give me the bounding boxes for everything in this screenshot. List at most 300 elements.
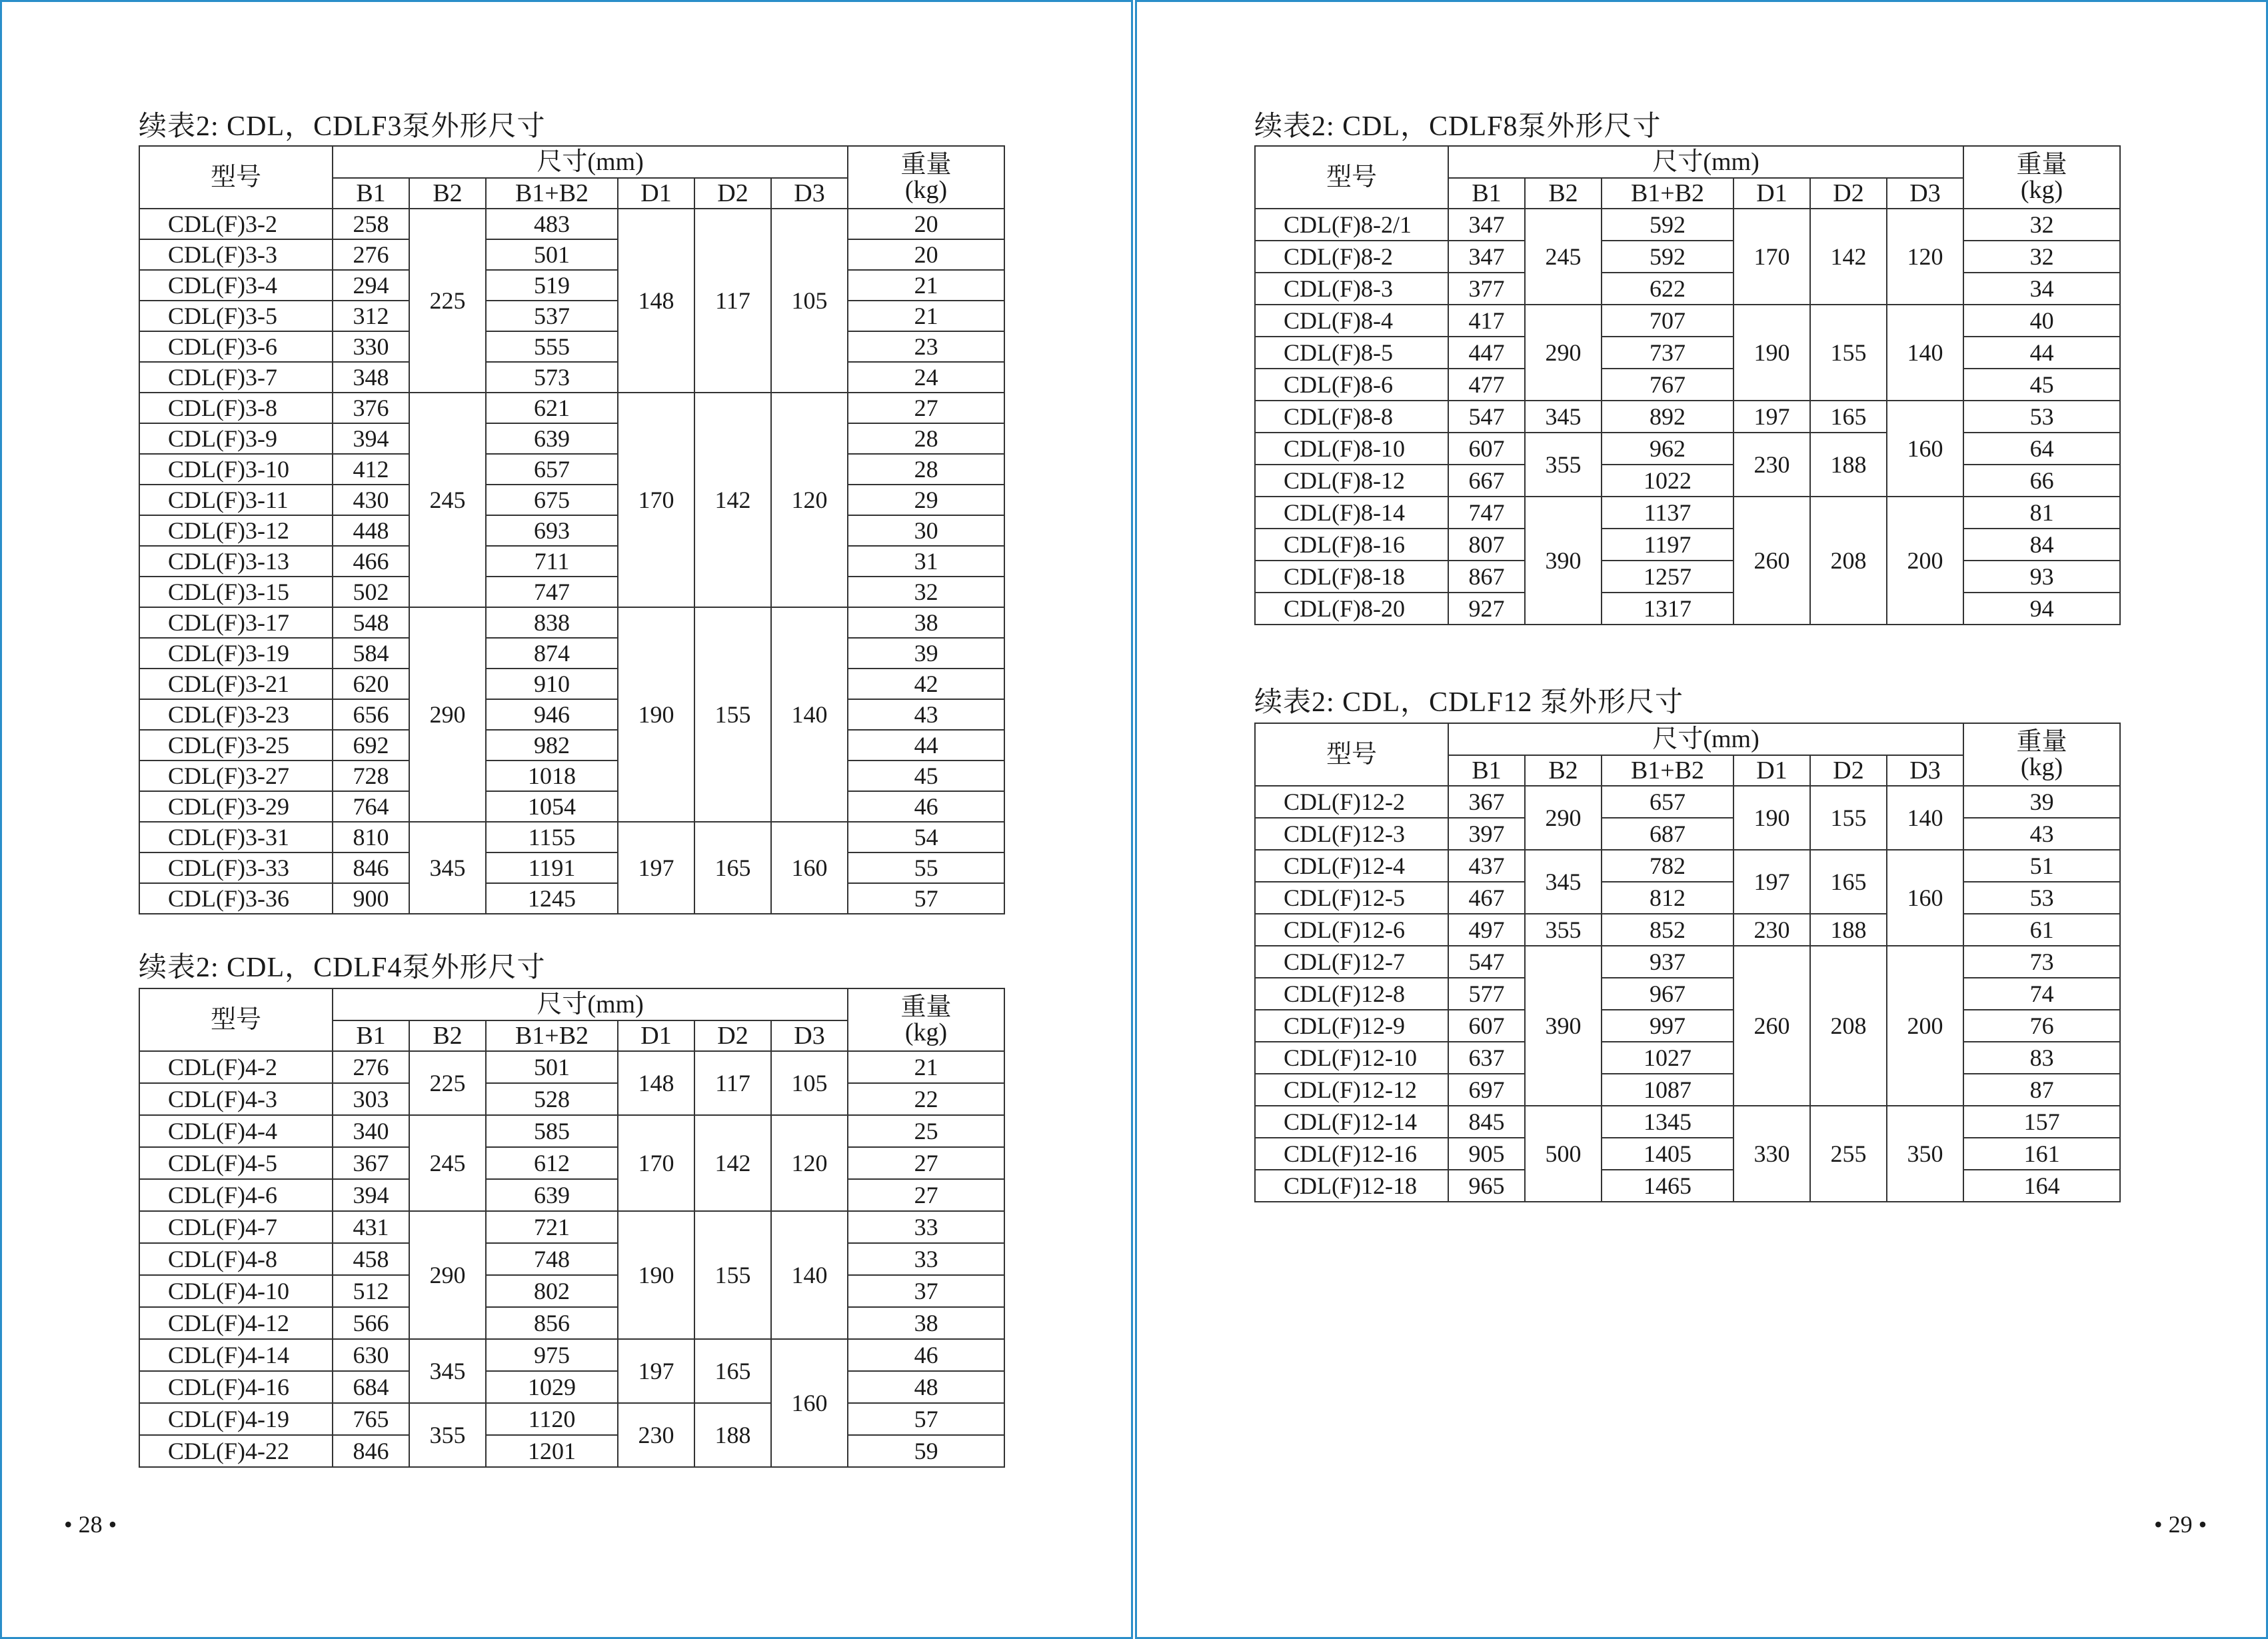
b1-cell: 347 (1448, 241, 1525, 273)
b1-cell: 584 (333, 638, 409, 669)
header-b1b2: B1+B2 (1602, 178, 1733, 209)
d2-cell: 165 (694, 1339, 771, 1403)
model-cell: CDL(F)8-20 (1255, 593, 1448, 625)
d1-cell: 170 (618, 393, 694, 607)
model-cell: CDL(F)3-21 (139, 669, 333, 699)
b1-cell: 965 (1448, 1170, 1525, 1202)
header-d2: D2 (1810, 755, 1887, 786)
weight-cell: 51 (1963, 850, 2120, 882)
b1-cell: 607 (1448, 1010, 1525, 1042)
b1-cell: 466 (333, 546, 409, 577)
b1-cell: 845 (1448, 1106, 1525, 1138)
model-cell: CDL(F)3-12 (139, 515, 333, 546)
b2-cell: 355 (1525, 914, 1602, 946)
table-row (139, 485, 1004, 515)
b1b2-cell: 1191 (486, 852, 618, 883)
b1b2-cell: 838 (486, 607, 618, 638)
b1-cell: 577 (1448, 978, 1525, 1010)
d3-cell: 120 (771, 393, 848, 607)
header-d1: D1 (618, 1020, 694, 1051)
d2-cell: 208 (1810, 497, 1887, 625)
b1-cell: 502 (333, 577, 409, 607)
weight-cell: 28 (848, 423, 1004, 454)
b1-cell: 765 (333, 1403, 409, 1435)
model-cell: CDL(F)3-4 (139, 270, 333, 301)
header-weight (1963, 146, 2120, 209)
d2-cell: 155 (1810, 786, 1887, 850)
b1b2-cell: 528 (486, 1083, 618, 1115)
model-cell: CDL(F)12-5 (1255, 882, 1448, 914)
weight-cell: 45 (1963, 369, 2120, 401)
weight-cell: 21 (848, 270, 1004, 301)
d2-cell: 155 (694, 607, 771, 822)
weight-cell: 27 (848, 1179, 1004, 1211)
b1b2-cell: 657 (486, 454, 618, 485)
b1b2-cell: 621 (486, 393, 618, 423)
d2-cell: 142 (694, 1115, 771, 1211)
header-b1: B1 (1448, 178, 1525, 209)
weight-cell: 45 (848, 761, 1004, 791)
header-model: 型号 (1255, 723, 1448, 786)
weight-cell: 55 (848, 852, 1004, 883)
b1-cell: 547 (1448, 401, 1525, 433)
weight-cell: 40 (1963, 305, 2120, 337)
header-weight-label: 重量 (900, 151, 952, 179)
d1-cell: 197 (1733, 850, 1810, 914)
model-cell: CDL(F)3-7 (139, 362, 333, 393)
weight-cell: 44 (1963, 337, 2120, 369)
model-cell: CDL(F)8-16 (1255, 529, 1448, 561)
b1-cell: 607 (1448, 433, 1525, 465)
b1-cell: 447 (1448, 337, 1525, 369)
b1-cell: 330 (333, 331, 409, 362)
header-weight (848, 146, 1004, 209)
model-cell: CDL(F)3-13 (139, 546, 333, 577)
b1b2-cell: 622 (1602, 273, 1733, 305)
table-row (139, 239, 1004, 270)
table-row (139, 1051, 1004, 1083)
header-b2: B2 (409, 178, 486, 209)
header-weight (848, 988, 1004, 1051)
d1-cell: 197 (618, 822, 694, 914)
weight-cell: 94 (1963, 593, 2120, 625)
b2-cell: 500 (1525, 1106, 1602, 1202)
model-cell: CDL(F)3-25 (139, 730, 333, 761)
weight-cell: 74 (1963, 978, 2120, 1010)
b2-cell: 245 (409, 1115, 486, 1211)
model-cell: CDL(F)3-33 (139, 852, 333, 883)
model-cell: CDL(F)3-29 (139, 791, 333, 822)
b1b2-cell: 962 (1602, 433, 1733, 465)
b1-cell: 448 (333, 515, 409, 546)
header-b1: B1 (333, 178, 409, 209)
model-cell: CDL(F)3-2 (139, 209, 333, 239)
b1b2-cell: 1155 (486, 822, 618, 852)
b1b2-cell: 997 (1602, 1010, 1733, 1042)
b1b2-cell: 501 (486, 239, 618, 270)
model-cell: CDL(F)12-6 (1255, 914, 1448, 946)
weight-cell: 29 (848, 485, 1004, 515)
weight-cell: 43 (1963, 818, 2120, 850)
weight-cell: 25 (848, 1115, 1004, 1147)
d3-cell: 140 (1887, 305, 1963, 401)
table-row (139, 730, 1004, 761)
header-d1: D1 (1733, 178, 1810, 209)
table-row (1255, 786, 2120, 818)
table-row (1255, 433, 2120, 465)
weight-cell: 39 (848, 638, 1004, 669)
b1b2-cell: 675 (486, 485, 618, 515)
weight-cell: 32 (1963, 209, 2120, 241)
table-title-f8: 续表2: CDL，CDLF8泵外形尺寸 (1254, 111, 1662, 142)
model-cell: CDL(F)4-16 (139, 1371, 333, 1403)
header-size: 尺寸(mm) (1448, 723, 1963, 755)
b1b2-cell: 852 (1602, 914, 1733, 946)
table-title-f4: 续表2: CDL，CDLF4泵外形尺寸 (139, 952, 546, 983)
table-row (1255, 561, 2120, 593)
weight-cell: 24 (848, 362, 1004, 393)
b1-cell: 905 (1448, 1138, 1525, 1170)
table-row (139, 1115, 1004, 1147)
header-d3: D3 (771, 1020, 848, 1051)
model-cell: CDL(F)3-8 (139, 393, 333, 423)
table-row (139, 1083, 1004, 1115)
b1b2-cell: 1137 (1602, 497, 1733, 529)
table-row (1255, 369, 2120, 401)
weight-cell: 59 (848, 1435, 1004, 1467)
weight-cell: 93 (1963, 561, 2120, 593)
b1b2-cell: 1405 (1602, 1138, 1733, 1170)
weight-cell: 157 (1963, 1106, 2120, 1138)
model-cell: CDL(F)8-3 (1255, 273, 1448, 305)
b1-cell: 764 (333, 791, 409, 822)
b1-cell: 412 (333, 454, 409, 485)
table-row (139, 209, 1004, 239)
b1-cell: 431 (333, 1211, 409, 1243)
b1b2-cell: 1197 (1602, 529, 1733, 561)
d1-cell: 190 (1733, 786, 1810, 850)
weight-cell: 76 (1963, 1010, 2120, 1042)
table-row (139, 1307, 1004, 1339)
weight-cell: 20 (848, 239, 1004, 270)
table-row (1255, 273, 2120, 305)
header-d3: D3 (771, 178, 848, 209)
table-row (1255, 1138, 2120, 1170)
b1b2-cell: 747 (486, 577, 618, 607)
b1b2-cell: 592 (1602, 241, 1733, 273)
b1b2-cell: 1054 (486, 791, 618, 822)
d3-cell: 200 (1887, 946, 1963, 1106)
d2-cell: 188 (1810, 433, 1887, 497)
weight-cell: 42 (848, 669, 1004, 699)
b2-cell: 245 (1525, 209, 1602, 305)
header-weight-unit: (kg) (2020, 753, 2063, 781)
b1b2-cell: 585 (486, 1115, 618, 1147)
weight-cell: 73 (1963, 946, 2120, 978)
header-weight-unit: (kg) (904, 1018, 948, 1046)
table-row (1255, 465, 2120, 497)
b1-cell: 276 (333, 1051, 409, 1083)
weight-cell: 64 (1963, 433, 2120, 465)
b2-cell: 345 (1525, 401, 1602, 433)
d2-cell: 208 (1810, 946, 1887, 1106)
b2-cell: 355 (409, 1403, 486, 1467)
b2-cell: 290 (1525, 786, 1602, 850)
b1-cell: 397 (1448, 818, 1525, 850)
b1b2-cell: 782 (1602, 850, 1733, 882)
b1b2-cell: 1317 (1602, 593, 1733, 625)
d3-cell: 120 (771, 1115, 848, 1211)
model-cell: CDL(F)3-10 (139, 454, 333, 485)
weight-cell: 84 (1963, 529, 2120, 561)
table-row (139, 454, 1004, 485)
table-row (1255, 497, 2120, 529)
d2-cell: 165 (1810, 401, 1887, 433)
d2-cell: 117 (694, 1051, 771, 1115)
b1b2-cell: 975 (486, 1339, 618, 1371)
weight-cell: 30 (848, 515, 1004, 546)
table-row (139, 301, 1004, 331)
model-cell: CDL(F)3-23 (139, 699, 333, 730)
model-cell: CDL(F)12-10 (1255, 1042, 1448, 1074)
model-cell: CDL(F)3-17 (139, 607, 333, 638)
model-cell: CDL(F)4-2 (139, 1051, 333, 1083)
d2-cell: 117 (694, 209, 771, 393)
weight-cell: 33 (848, 1243, 1004, 1275)
b2-cell: 345 (409, 1339, 486, 1403)
table-title-f3: 续表2: CDL，CDLF3泵外形尺寸 (139, 111, 546, 142)
weight-cell: 46 (848, 1339, 1004, 1371)
model-cell: CDL(F)3-15 (139, 577, 333, 607)
weight-cell: 38 (848, 607, 1004, 638)
model-cell: CDL(F)4-10 (139, 1275, 333, 1307)
weight-cell: 43 (848, 699, 1004, 730)
b1b2-cell: 1201 (486, 1435, 618, 1467)
d3-cell: 160 (1887, 850, 1963, 946)
weight-cell: 164 (1963, 1170, 2120, 1202)
d1-cell: 148 (618, 209, 694, 393)
d3-cell: 105 (771, 209, 848, 393)
weight-cell: 53 (1963, 882, 2120, 914)
b1-cell: 692 (333, 730, 409, 761)
d1-cell: 197 (1733, 401, 1810, 433)
d3-cell: 160 (771, 822, 848, 914)
b1b2-cell: 687 (1602, 818, 1733, 850)
header-weight-label: 重量 (2016, 728, 2067, 756)
d1-cell: 190 (618, 1211, 694, 1339)
b1b2-cell: 1465 (1602, 1170, 1733, 1202)
b1-cell: 548 (333, 607, 409, 638)
b2-cell: 290 (409, 607, 486, 822)
header-weight-label: 重量 (900, 993, 952, 1021)
weight-cell: 57 (848, 883, 1004, 914)
d2-cell: 188 (694, 1403, 771, 1467)
model-cell: CDL(F)4-22 (139, 1435, 333, 1467)
header-weight (1963, 723, 2120, 786)
model-cell: CDL(F)4-14 (139, 1339, 333, 1371)
table-row (1255, 305, 2120, 337)
weight-cell: 46 (848, 791, 1004, 822)
table-row (1255, 1010, 2120, 1042)
model-cell: CDL(F)12-9 (1255, 1010, 1448, 1042)
b1-cell: 347 (1448, 209, 1525, 241)
table-row (1255, 241, 2120, 273)
weight-cell: 28 (848, 454, 1004, 485)
weight-cell: 34 (1963, 273, 2120, 305)
b1-cell: 377 (1448, 273, 1525, 305)
b1-cell: 367 (333, 1147, 409, 1179)
b1-cell: 477 (1448, 369, 1525, 401)
b1-cell: 258 (333, 209, 409, 239)
weight-cell: 20 (848, 209, 1004, 239)
weight-cell: 87 (1963, 1074, 2120, 1106)
header-d2: D2 (1810, 178, 1887, 209)
b1-cell: 810 (333, 822, 409, 852)
b1-cell: 303 (333, 1083, 409, 1115)
header-b1: B1 (333, 1020, 409, 1051)
b2-cell: 290 (1525, 305, 1602, 401)
model-cell: CDL(F)3-36 (139, 883, 333, 914)
d2-cell: 255 (1810, 1106, 1887, 1202)
table-row (139, 270, 1004, 301)
header-d2: D2 (694, 1020, 771, 1051)
b1-cell: 437 (1448, 850, 1525, 882)
model-cell: CDL(F)3-5 (139, 301, 333, 331)
model-cell: CDL(F)8-2/1 (1255, 209, 1448, 241)
b1-cell: 467 (1448, 882, 1525, 914)
model-cell: CDL(F)8-8 (1255, 401, 1448, 433)
model-cell: CDL(F)8-5 (1255, 337, 1448, 369)
table-row (139, 852, 1004, 883)
model-cell: CDL(F)12-3 (1255, 818, 1448, 850)
model-cell: CDL(F)3-11 (139, 485, 333, 515)
header-b2: B2 (409, 1020, 486, 1051)
weight-cell: 61 (1963, 914, 2120, 946)
d1-cell: 197 (618, 1339, 694, 1403)
table-row (1255, 1170, 2120, 1202)
header-size: 尺寸(mm) (1448, 146, 1963, 178)
table-row (139, 393, 1004, 423)
weight-cell: 38 (848, 1307, 1004, 1339)
model-cell: CDL(F)12-14 (1255, 1106, 1448, 1138)
b2-cell: 245 (409, 393, 486, 607)
b1b2-cell: 537 (486, 301, 618, 331)
b1-cell: 637 (1448, 1042, 1525, 1074)
b1b2-cell: 937 (1602, 946, 1733, 978)
b1b2-cell: 748 (486, 1243, 618, 1275)
b1-cell: 566 (333, 1307, 409, 1339)
weight-cell: 31 (848, 546, 1004, 577)
model-cell: CDL(F)8-12 (1255, 465, 1448, 497)
spec-table-f12 (1254, 723, 2121, 1202)
model-cell: CDL(F)12-8 (1255, 978, 1448, 1010)
header-size: 尺寸(mm) (333, 146, 848, 178)
weight-cell: 54 (848, 822, 1004, 852)
d3-cell: 120 (1887, 209, 1963, 305)
weight-cell: 48 (848, 1371, 1004, 1403)
header-d1: D1 (1733, 755, 1810, 786)
weight-cell: 32 (1963, 241, 2120, 273)
table-row (139, 362, 1004, 393)
table-row (1255, 978, 2120, 1010)
model-cell: CDL(F)8-6 (1255, 369, 1448, 401)
table-row (1255, 946, 2120, 978)
header-size: 尺寸(mm) (333, 988, 848, 1020)
b1b2-cell: 874 (486, 638, 618, 669)
b1b2-cell: 573 (486, 362, 618, 393)
b1b2-cell: 1120 (486, 1403, 618, 1435)
model-cell: CDL(F)8-10 (1255, 433, 1448, 465)
b1b2-cell: 612 (486, 1147, 618, 1179)
table-row (1255, 593, 2120, 625)
b2-cell: 355 (1525, 433, 1602, 497)
b1b2-cell: 483 (486, 209, 618, 239)
b1b2-cell: 519 (486, 270, 618, 301)
b1-cell: 697 (1448, 1074, 1525, 1106)
b1-cell: 394 (333, 423, 409, 454)
table-row (1255, 1106, 2120, 1138)
table-row (139, 761, 1004, 791)
b1b2-cell: 501 (486, 1051, 618, 1083)
b1b2-cell: 555 (486, 331, 618, 362)
b1-cell: 807 (1448, 529, 1525, 561)
table-row (139, 1243, 1004, 1275)
model-cell: CDL(F)12-12 (1255, 1074, 1448, 1106)
model-cell: CDL(F)4-12 (139, 1307, 333, 1339)
b1-cell: 927 (1448, 593, 1525, 625)
d3-cell: 140 (771, 607, 848, 822)
model-cell: CDL(F)3-3 (139, 239, 333, 270)
table-row (139, 1403, 1004, 1435)
b2-cell: 345 (409, 822, 486, 914)
table-row (1255, 1074, 2120, 1106)
weight-cell: 44 (848, 730, 1004, 761)
d1-cell: 330 (1733, 1106, 1810, 1202)
b1b2-cell: 721 (486, 1211, 618, 1243)
weight-cell: 53 (1963, 401, 2120, 433)
b1b2-cell: 856 (486, 1307, 618, 1339)
table-row (1255, 914, 2120, 946)
b1b2-cell: 592 (1602, 209, 1733, 241)
b1-cell: 630 (333, 1339, 409, 1371)
d1-cell: 148 (618, 1051, 694, 1115)
d1-cell: 230 (618, 1403, 694, 1467)
table-row (139, 1435, 1004, 1467)
header-d3: D3 (1887, 178, 1963, 209)
model-cell: CDL(F)4-19 (139, 1403, 333, 1435)
weight-cell: 23 (848, 331, 1004, 362)
b1b2-cell: 1345 (1602, 1106, 1733, 1138)
b1b2-cell: 967 (1602, 978, 1733, 1010)
model-cell: CDL(F)3-9 (139, 423, 333, 454)
b1-cell: 417 (1448, 305, 1525, 337)
b1b2-cell: 711 (486, 546, 618, 577)
b1-cell: 367 (1448, 786, 1525, 818)
d2-cell: 188 (1810, 914, 1887, 946)
b1b2-cell: 910 (486, 669, 618, 699)
b1b2-cell: 693 (486, 515, 618, 546)
model-cell: CDL(F)3-27 (139, 761, 333, 791)
b1-cell: 656 (333, 699, 409, 730)
b1-cell: 547 (1448, 946, 1525, 978)
b1b2-cell: 1257 (1602, 561, 1733, 593)
model-cell: CDL(F)3-19 (139, 638, 333, 669)
b1b2-cell: 892 (1602, 401, 1733, 433)
spec-table-f3 (139, 145, 1005, 914)
d2-cell: 142 (1810, 209, 1887, 305)
header-b2: B2 (1525, 755, 1602, 786)
d2-cell: 155 (1810, 305, 1887, 401)
